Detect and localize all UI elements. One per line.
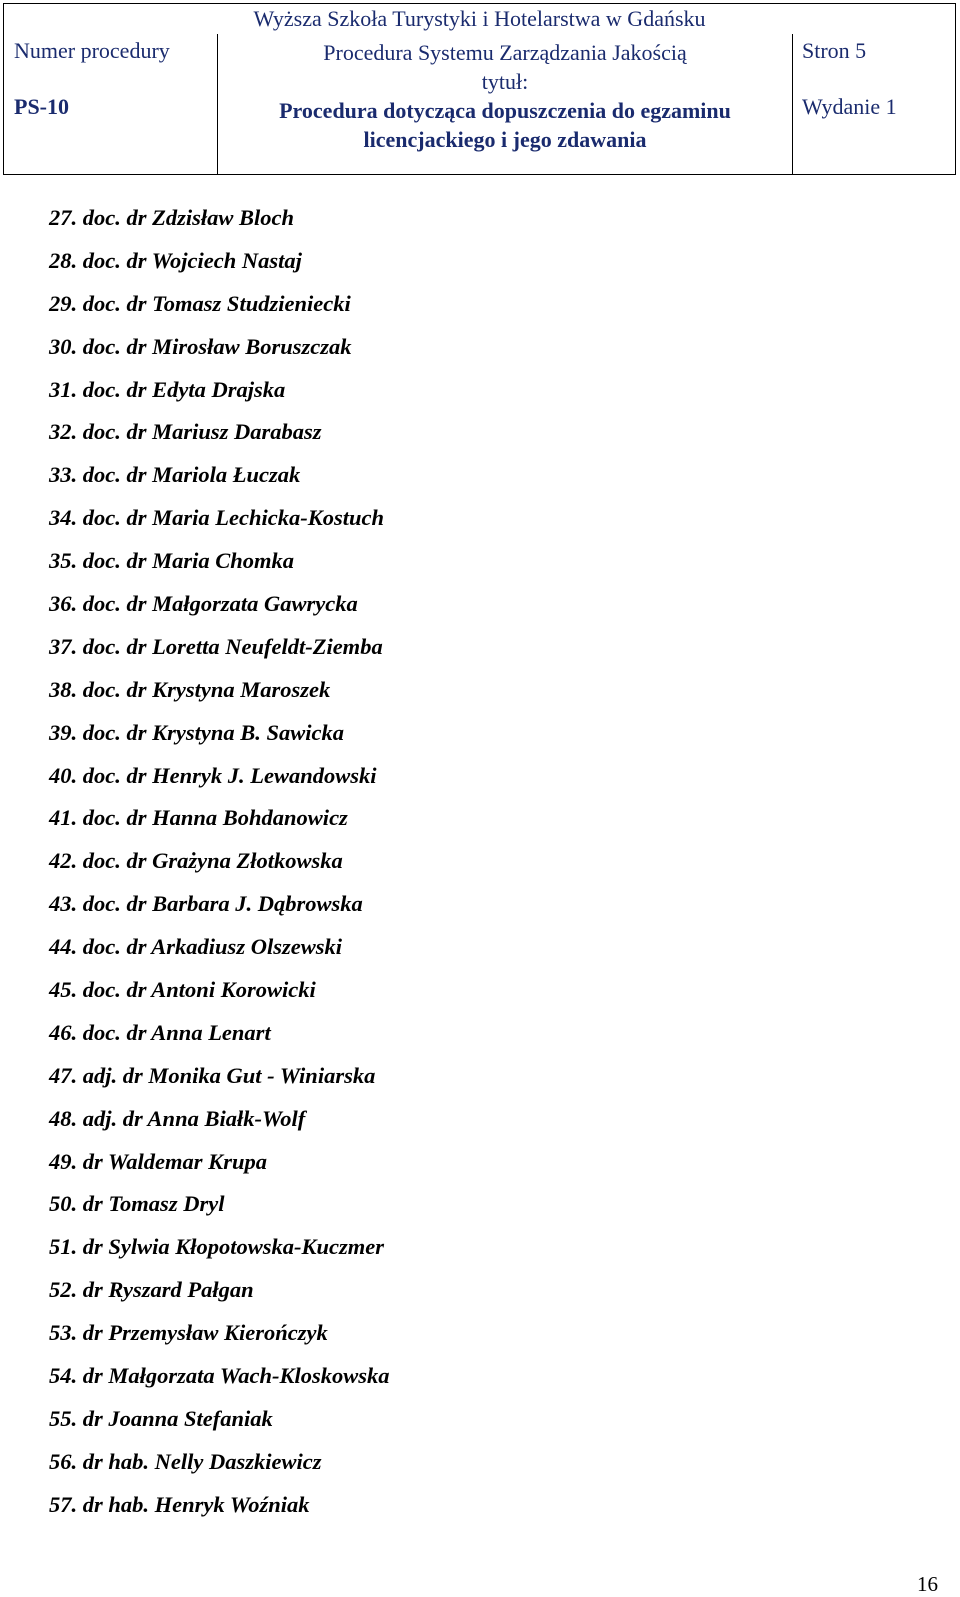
procedure-number-label: Numer procedury — [14, 38, 170, 63]
list-item: 27. doc. dr Zdzisław Bloch — [49, 205, 295, 230]
list-item: 40. doc. dr Henryk J. Lewandowski — [49, 762, 377, 788]
document-header — [3, 3, 956, 175]
list-item: 43. doc. dr Barbara J. Dąbrowska — [49, 891, 363, 917]
list-item: 38. doc. dr Krystyna Maroszek — [49, 676, 331, 702]
list-item: 51. dr Sylwia Kłopotowska-Kuczmer — [49, 1234, 385, 1260]
list-item: 44. doc. dr Arkadiusz Olszewski — [49, 934, 342, 960]
list-item: 57. dr hab. Henryk Woźniak — [49, 1491, 310, 1517]
procedure-number: PS-10 — [14, 94, 69, 119]
list-item: 28. doc. dr Wojciech Nastaj — [49, 247, 302, 273]
procedure-title-line-1: Procedura dotycząca dopuszczenia do egzaminu — [279, 98, 731, 123]
page-number: 16 — [917, 1572, 938, 1596]
list-item: 30. doc. dr Mirosław Boruszczak — [49, 333, 352, 359]
page-count-label: Stron 5 — [802, 38, 867, 63]
list-item: 29. doc. dr Tomasz Studzieniecki — [49, 290, 351, 316]
edition-label: Wydanie 1 — [802, 94, 897, 119]
list-item: 52. dr Ryszard Pałgan — [49, 1277, 254, 1303]
list-item: 53. dr Przemysław Kierończyk — [49, 1320, 328, 1346]
procedure-title-line-2: licencjackiego i jego zdawania — [363, 127, 647, 152]
procedure-title-block — [218, 38, 792, 154]
list-item: 49. dr Waldemar Krupa — [49, 1148, 267, 1174]
list-item: 36. doc. dr Małgorzata Gawrycka — [49, 591, 358, 617]
list-item: 47. adj. dr Monika Gut - Winiarska — [49, 1062, 376, 1088]
header-divider-right — [792, 34, 793, 174]
list-item: 32. doc. dr Mariusz Darabasz — [49, 419, 322, 445]
list-item: 54. dr Małgorzata Wach-Kloskowska — [49, 1363, 390, 1389]
list-item: 45. doc. dr Antoni Korowicki — [49, 977, 316, 1003]
list-item: 35. doc. dr Maria Chomka — [49, 548, 295, 574]
list-item: 31. doc. dr Edyta Drajska — [49, 376, 286, 402]
system-title: Procedura Systemu Zarządzania Jakością — [323, 40, 687, 65]
list-item: 55. dr Joanna Stefaniak — [49, 1405, 273, 1431]
list-item: 48. adj. dr Anna Białk-Wolf — [49, 1105, 306, 1131]
list-item: 50. dr Tomasz Dryl — [49, 1191, 225, 1217]
list-item: 41. doc. dr Hanna Bohdanowicz — [49, 805, 348, 831]
school-name: Wyższa Szkoła Turystyki i Hotelarstwa w Gdańsku — [253, 6, 706, 31]
list-item: 34. doc. dr Maria Lechicka-Kostuch — [49, 505, 384, 531]
list-item: 46. doc. dr Anna Lenart — [49, 1019, 271, 1045]
staff-list — [49, 197, 389, 1527]
list-item: 39. doc. dr Krystyna B. Sawicka — [49, 719, 345, 745]
list-item: 33. doc. dr Mariola Łuczak — [49, 462, 301, 488]
title-label: tytuł: — [481, 69, 529, 94]
list-item: 56. dr hab. Nelly Daszkiewicz — [49, 1448, 322, 1474]
list-item: 42. doc. dr Grażyna Złotkowska — [49, 848, 343, 874]
list-item: 37. doc. dr Loretta Neufeldt-Ziemba — [49, 633, 383, 659]
